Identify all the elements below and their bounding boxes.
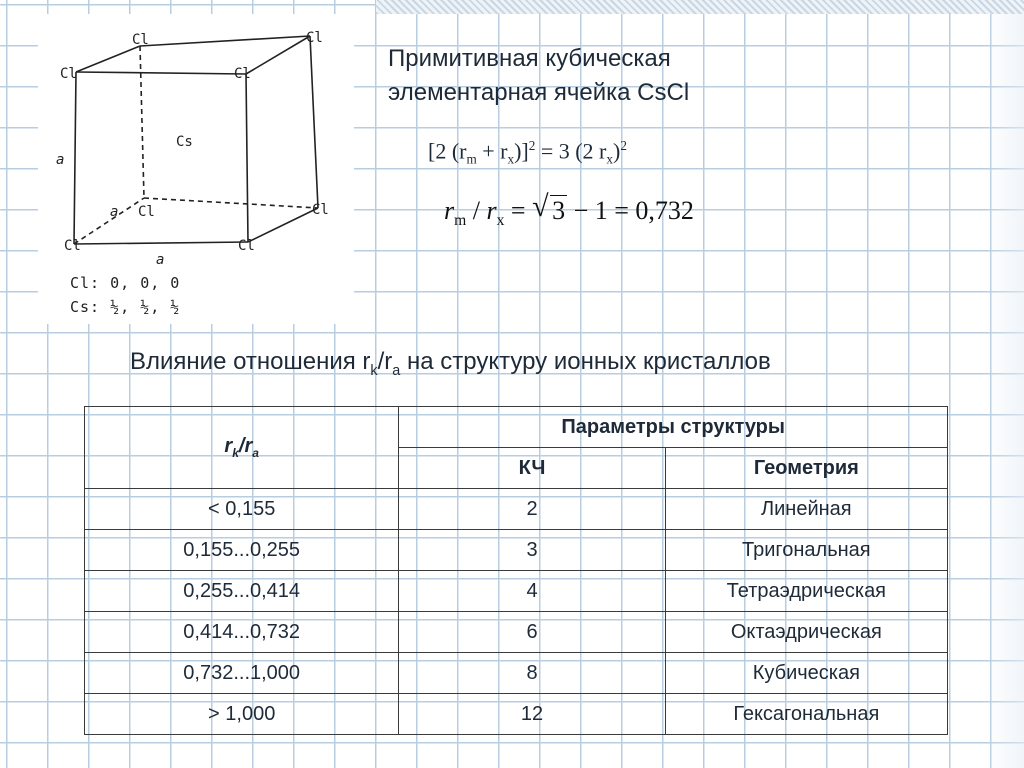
formula-var: r <box>486 196 497 225</box>
formula-radius-relation <box>428 138 627 168</box>
atom-label-cl: Cl <box>132 32 149 48</box>
right-edge-fade <box>984 14 1024 768</box>
atom-label-cl: Cl <box>64 238 81 254</box>
formula-part: = <box>504 196 533 225</box>
formula-part: = 3 (2 r <box>535 138 607 164</box>
section-subtitle <box>130 348 771 379</box>
atom-label-cl: Cl <box>138 204 155 220</box>
cell-ratio: 0,255...0,414 <box>85 571 399 612</box>
cell-geometry: Тетраэдрическая <box>665 571 947 612</box>
cell-cn: 12 <box>399 694 665 735</box>
formula-radius-ratio <box>444 190 694 230</box>
ratio-sub: k <box>232 446 239 460</box>
formula-sub: m <box>466 151 477 167</box>
header-coordination-number: КЧ <box>399 448 665 489</box>
cell-cn: 6 <box>399 612 665 653</box>
table-row <box>85 489 948 530</box>
ratio-var: r <box>224 435 233 457</box>
cell-cn: 8 <box>399 653 665 694</box>
formula-sub: x <box>507 151 515 167</box>
edge-label-a: a <box>56 152 65 168</box>
cell-cn: 3 <box>399 530 665 571</box>
cscl-unit-cell-figure <box>38 14 354 324</box>
table-row <box>85 612 948 653</box>
cell-geometry: Линейная <box>665 489 947 530</box>
formula-part: + r <box>476 138 508 164</box>
atom-label-cl: Cl <box>234 66 251 82</box>
atom-label-cl: Cl <box>312 202 329 218</box>
ratio-var: r <box>244 435 253 457</box>
cell-ratio: 0,414...0,732 <box>85 612 399 653</box>
formula-part: )] <box>514 138 529 164</box>
cell-geometry: Октаэдрическая <box>665 612 947 653</box>
cell-geometry: Гексагональная <box>665 694 947 735</box>
formula-sub: m <box>454 212 467 230</box>
subtitle-sub: k <box>370 362 378 379</box>
cell-ratio: 0,155...0,255 <box>85 530 399 571</box>
cell-ratio: > 1,000 <box>85 694 399 735</box>
cell-cn: 2 <box>399 489 665 530</box>
header-ratio <box>85 407 399 489</box>
structure-parameters-table <box>84 406 948 735</box>
atom-label-cl: Cl <box>306 30 323 46</box>
subtitle-part: на структуру ионных кристаллов <box>400 348 771 375</box>
formula-radicand: 3 <box>552 196 566 225</box>
edge-label-a: a <box>156 252 165 268</box>
formula-var: r <box>444 196 455 225</box>
atom-label-cl: Cl <box>238 238 255 254</box>
ratio-sub: a <box>252 446 259 460</box>
title-line-1: Примитивная кубическая <box>388 45 671 72</box>
legend-cl-coordinates: Cl: 0, 0, 0 <box>70 274 181 292</box>
atom-label-cl: Cl <box>60 66 77 82</box>
formula-part: ) <box>612 138 621 164</box>
formula-sup: 2 <box>528 138 536 153</box>
title-line-2: элементарная ячейка CsCl <box>388 79 690 106</box>
header-geometry: Геометрия <box>665 448 947 489</box>
ratio-slash: / <box>238 435 245 457</box>
top-decorative-band <box>376 0 1024 14</box>
subtitle-sub: a <box>392 362 401 379</box>
legend-cs-coordinates: Cs: ½, ½, ½ <box>70 298 181 316</box>
formula-part: [2 (r <box>428 138 467 164</box>
table-row <box>85 530 948 571</box>
cell-geometry: Кубическая <box>665 653 947 694</box>
sqrt-icon: √ <box>532 190 549 223</box>
cell-ratio: < 0,155 <box>85 489 399 530</box>
page-title <box>388 42 808 110</box>
table-row <box>85 653 948 694</box>
cell-geometry: Тригональная <box>665 530 947 571</box>
formula-sub: x <box>606 151 613 167</box>
formula-sub: x <box>496 212 505 230</box>
subtitle-part: /r <box>377 348 393 375</box>
atom-label-cs: Cs <box>176 134 193 150</box>
cell-ratio: 0,732...1,000 <box>85 653 399 694</box>
table-row <box>85 694 948 735</box>
formula-part: / <box>466 196 487 225</box>
sqrt-expression <box>532 190 567 226</box>
header-structure-parameters: Параметры структуры <box>399 407 948 448</box>
subtitle-part: Влияние отношения r <box>130 348 371 375</box>
formula-part: − 1 = 0,732 <box>567 196 694 225</box>
cell-cn: 4 <box>399 571 665 612</box>
edge-label-a: a <box>110 204 119 220</box>
formula-sup: 2 <box>620 138 627 153</box>
table-row <box>85 571 948 612</box>
